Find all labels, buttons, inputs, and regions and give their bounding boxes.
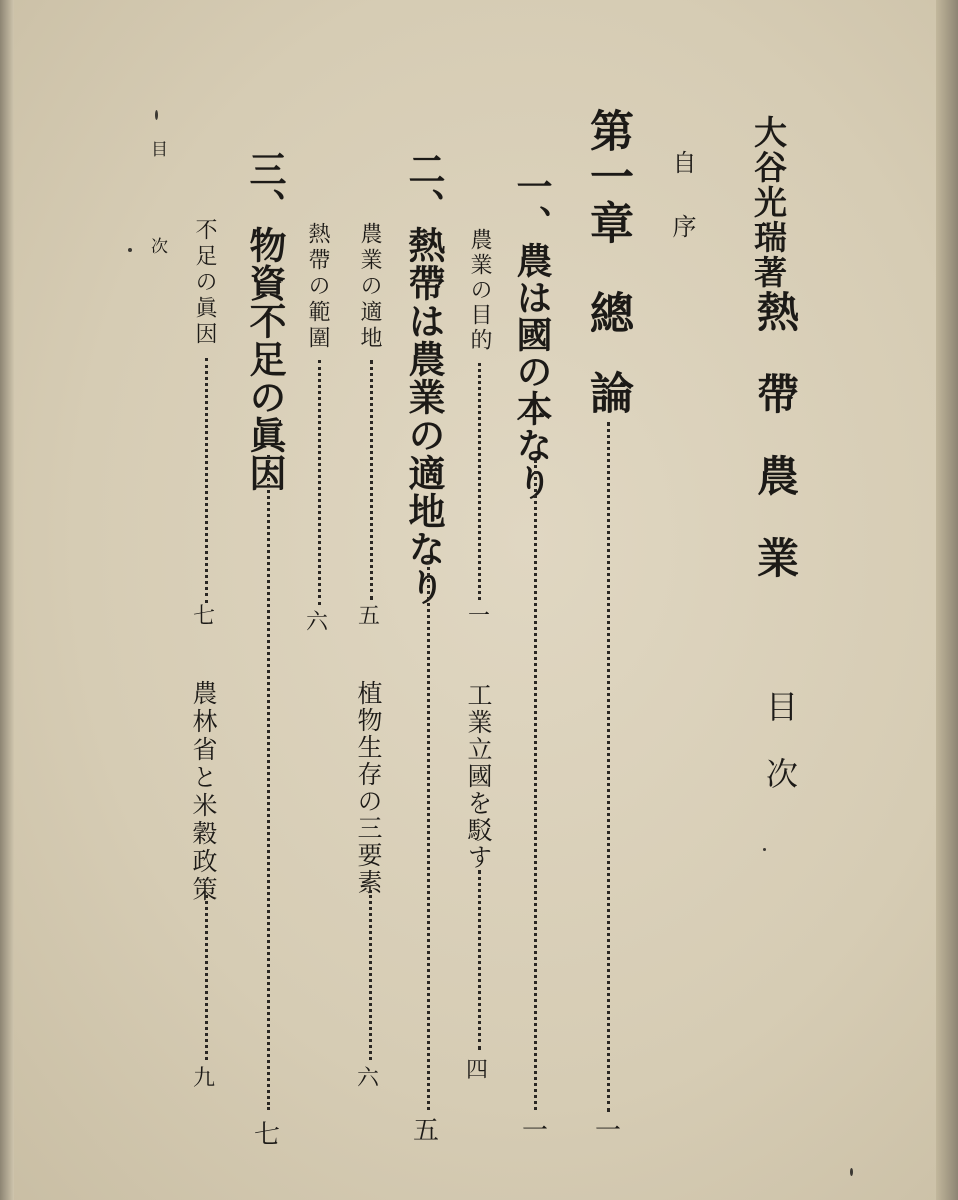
book-author: 大谷光瑞著 xyxy=(749,115,788,290)
chapter-title[interactable]: 總論 xyxy=(582,290,633,450)
section-3-page-number: 七 xyxy=(254,1120,281,1150)
section-2-item-1-leader-dots xyxy=(370,360,373,600)
section-3-item-1-page-number: 七 xyxy=(193,604,216,629)
page-edge-right xyxy=(936,0,958,1200)
page-edge-left xyxy=(0,0,14,1200)
toc-label: 目次 xyxy=(761,690,799,824)
section-2-item-2-page-number: 六 xyxy=(306,610,329,635)
preface-entry[interactable]: 自序 xyxy=(668,150,696,278)
section-2-heading[interactable]: 二、熱帶は農業の適地なり xyxy=(402,150,446,606)
section-2-item-3[interactable]: 植物生存の三要素 xyxy=(354,680,383,896)
section-3-item-2[interactable]: 農林省と米穀政策 xyxy=(189,680,218,904)
book-title: 熱帶農業 xyxy=(751,290,800,618)
section-3-heading[interactable]: 三、物資不足の眞因 xyxy=(243,150,287,492)
chapter-label[interactable]: 第一章 xyxy=(582,108,633,246)
section-1-heading[interactable]: 一、農は國の本なり xyxy=(511,168,553,501)
section-2-leader-dots xyxy=(427,555,430,1110)
chapter-page-number: 一 xyxy=(595,1116,622,1146)
chapter-leader-dots xyxy=(607,422,610,1112)
section-3-item-1[interactable]: 不足の眞因 xyxy=(192,218,217,348)
running-header: 目次 xyxy=(147,140,167,334)
section-1-item-2[interactable]: 工業立國を駁す xyxy=(464,682,493,871)
section-2-item-2[interactable]: 熱帶の範圍 xyxy=(305,222,330,352)
section-2-page-number: 五 xyxy=(413,1116,440,1146)
section-1-page-number: 一 xyxy=(522,1116,549,1146)
section-2-item-3-page-number: 六 xyxy=(357,1066,380,1091)
section-2-item-2-leader-dots xyxy=(318,360,321,605)
section-1-item-2-leader-dots xyxy=(478,870,481,1050)
paper-speck xyxy=(763,848,766,851)
section-1-item-1-page-number: 一 xyxy=(468,604,491,629)
section-2-item-1-page-number: 五 xyxy=(358,604,381,629)
section-1-leader-dots xyxy=(534,460,537,1110)
section-1-item-2-page-number: 四 xyxy=(466,1058,489,1083)
section-3-leader-dots xyxy=(267,455,270,1110)
section-3-item-2-leader-dots xyxy=(205,895,208,1060)
section-3-item-1-leader-dots xyxy=(205,358,208,603)
paper-speck xyxy=(128,248,132,252)
section-1-item-1[interactable]: 農業の目的 xyxy=(467,228,492,353)
paper-speck xyxy=(850,1168,853,1176)
paper-speck xyxy=(155,110,158,120)
section-2-item-3-leader-dots xyxy=(369,890,372,1060)
section-2-item-1[interactable]: 農業の適地 xyxy=(357,222,382,352)
section-1-item-1-leader-dots xyxy=(478,363,481,600)
section-3-item-2-page-number: 九 xyxy=(193,1066,216,1091)
